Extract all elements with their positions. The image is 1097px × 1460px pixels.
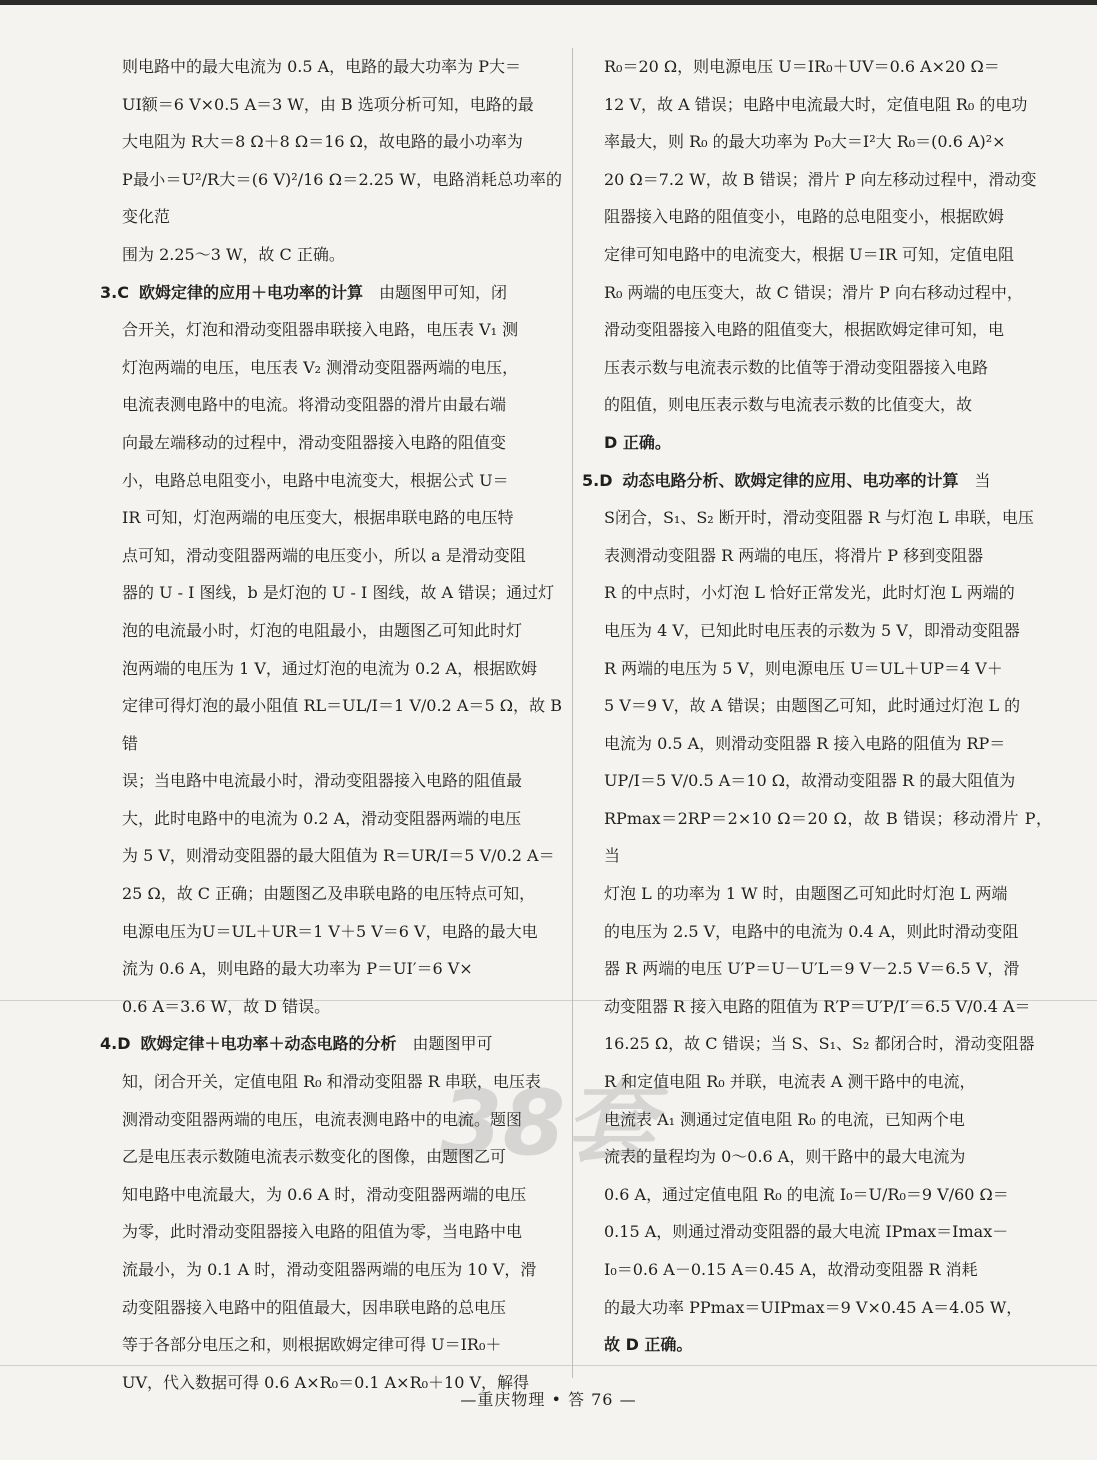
text-line: 动变阻器接入电路中的阻值最大，因串联电路的总电压	[122, 1297, 507, 1317]
answer-topic: 欧姆定律的应用＋电功率的计算	[138, 282, 363, 302]
answer-number: 3.C	[100, 282, 129, 302]
q4-continuation	[582, 48, 1052, 462]
page-footer: —重庆物理 • 答 76 —	[460, 1390, 637, 1409]
top-edge	[0, 0, 1097, 5]
text-line: R 两端的电压为 5 V，则电源电压 U＝UL＋UP＝4 V＋	[604, 658, 1003, 678]
answer-topic: 欧姆定律＋电功率＋动态电路的分析	[140, 1034, 397, 1054]
text-line: 泡两端的电压为 1 V，通过灯泡的电流为 0.2 A，根据欧姆	[122, 658, 538, 678]
text-line: 当	[974, 470, 991, 490]
text-line: 大电阻为 R大＝8 Ω＋8 Ω＝16 Ω，故电路的最小功率为	[122, 132, 523, 152]
text-line: 5 V＝9 V，故 A 错误；由题图乙可知，此时通过灯泡 L 的	[604, 696, 1021, 716]
text-line: 小，电路总电阻变小，电路中电流变大，根据公式 U＝	[122, 470, 509, 490]
text-line: I₀＝0.6 A－0.15 A＝0.45 A，故滑动变阻器 R 消耗	[604, 1260, 978, 1279]
text-line: R 的中点时，小灯泡 L 恰好正常发光，此时灯泡 L 两端的	[604, 583, 1015, 603]
text-line: 大，此时电路中的电流为 0.2 A，滑动变阻器两端的电压	[122, 808, 522, 828]
text-line: 流表的量程均为 0～0.6 A，则干路中的最大电流为	[604, 1147, 966, 1167]
text-line: 流为 0.6 A，则电路的最大功率为 P＝UI′＝6 V×	[122, 959, 473, 979]
text-line: 滑动变阻器接入电路的阻值变大，根据欧姆定律可知，电	[604, 320, 1005, 340]
text-line: 阻器接入电路的阻值变小，电路的总电阻变小，根据欧姆	[604, 207, 1005, 227]
text-line: 12 V，故 A 错误；电路中电流最大时，定值电阻 R₀ 的电功	[604, 94, 1028, 114]
text-line: 知电路中电流最大，为 0.6 A 时，滑动变阻器两端的电压	[122, 1184, 527, 1204]
answer-5	[582, 462, 1052, 1364]
text-line: P最小＝U²/R大＝(6 V)²/16 Ω＝2.25 W，电路消耗总功率的变化范	[122, 169, 562, 227]
answer-number: 5.D	[582, 470, 613, 490]
q2-continuation	[100, 48, 562, 274]
text-line: 器的 U - I 图线，b 是灯泡的 U - I 图线，故 A 错误；通过灯	[122, 583, 555, 603]
text-line: 的最大功率 PPmax＝UIPmax＝9 V×0.45 A＝4.05 W，	[604, 1297, 1023, 1317]
text-line: 误；当电路中电流最小时，滑动变阻器接入电路的阻值最	[122, 771, 523, 791]
text-line: 压表示数与电流表示数的比值等于滑动变阻器接入电路	[604, 357, 989, 377]
text-line: 故 D 正确。	[604, 1335, 693, 1355]
text-line: 率最大，则 R₀ 的最大功率为 P₀大＝I²大 R₀＝(0.6 A)²×	[604, 132, 1006, 152]
text-line: 0.6 A，通过定值电阻 R₀ 的电流 I₀＝U/R₀＝9 V/60 Ω＝	[604, 1184, 1009, 1204]
text-line: 电流表测电路中的电流。将滑动变阻器的滑片由最右端	[122, 395, 507, 415]
text-line: 知，闭合开关，定值电阻 R₀ 和滑动变阻器 R 串联，电压表	[122, 1072, 541, 1092]
text-line: UP/I＝5 V/0.5 A＝10 Ω，故滑动变阻器 R 的最大阻值为	[604, 771, 1016, 791]
text-line: R 和定值电阻 R₀ 并联，电流表 A 测干路中的电流，	[604, 1072, 976, 1092]
answer-number: 4.D	[100, 1034, 131, 1054]
text-line: 25 Ω，故 C 正确；由题图乙及串联电路的电压特点可知，	[122, 884, 536, 904]
answer-3	[100, 274, 562, 1026]
text-line: 点可知，滑动变阻器两端的电压变小，所以 a 是滑动变阻	[122, 545, 526, 565]
text-line: UI额＝6 V×0.5 A＝3 W，由 B 选项分析可知，电路的最	[122, 94, 534, 114]
text-line: 电压为 4 V，已知此时电压表的示数为 5 V，即滑动变阻器	[604, 620, 1020, 640]
text-line: S闭合，S₁、S₂ 断开时，滑动变阻器 R 与灯泡 L 串联，电压	[604, 508, 1034, 528]
text-line: 泡的电流最小时，灯泡的电阻最小，由题图乙可知此时灯	[122, 620, 523, 640]
text-line: R₀ 两端的电压变大，故 C 错误；滑片 P 向右移动过程中，	[604, 282, 1023, 302]
text-line: 的电压为 2.5 V，电路中的电流为 0.4 A，则此时滑动变阻	[604, 921, 1019, 941]
text-line: 测滑动变阻器两端的电压，电流表测电路中的电流。题图	[122, 1109, 523, 1129]
text-line: 围为 2.25～3 W，故 C 正确。	[122, 244, 345, 264]
text-line: 定律可得灯泡的最小阻值 RL＝UL/I＝1 V/0.2 A＝5 Ω，故 B 错	[122, 696, 562, 753]
text-line: UV，代入数据可得 0.6 A×R₀＝0.1 A×R₀＋10 V，解得	[122, 1372, 530, 1392]
text-line: 等于各部分电压之和，则根据欧姆定律可得 U＝IR₀＋	[122, 1335, 502, 1355]
text-line: 的阻值，则电压表示数与电流表示数的比值变大，故	[604, 395, 973, 415]
text-line: 器 R 两端的电压 U′P＝U－U′L＝9 V－2.5 V＝6.5 V，滑	[604, 959, 1020, 979]
column-divider	[572, 48, 573, 1378]
text-line: D 正确。	[604, 432, 671, 452]
answer-topic: 动态电路分析、欧姆定律的应用、电功率的计算	[622, 470, 959, 490]
text-line: 表测滑动变阻器 R 两端的电压，将滑片 P 移到变阻器	[604, 545, 984, 565]
text-line: IR 可知，灯泡两端的电压变大，根据串联电路的电压特	[122, 508, 514, 528]
text-line: 由题图甲可	[412, 1034, 493, 1054]
text-line: 电流表 A₁ 测通过定值电阻 R₀ 的电流，已知两个电	[604, 1109, 965, 1129]
middle-column	[100, 48, 562, 1401]
text-line: 动变阻器 R 接入电路的阻值为 R′P＝U′P/I′＝6.5 V/0.4 A＝	[604, 996, 1031, 1016]
text-line: 由题图甲可知，闭	[378, 282, 507, 302]
text-line: 则电路中的最大电流为 0.5 A，电路的最大功率为 P大＝	[122, 57, 522, 76]
text-line: 定律可知电路中的电流变大，根据 U＝IR 可知，定值电阻	[604, 244, 1015, 264]
text-line: 乙是电压表示数随电流表示数变化的图像，由题图乙可	[122, 1147, 507, 1167]
text-line: 为 5 V，则滑动变阻器的最大阻值为 R＝UR/I＝5 V/0.2 A＝	[122, 846, 555, 866]
watermark-logo: 38套	[440, 1071, 656, 1176]
text-line: 电源电压为U＝UL＋UR＝1 V＋5 V＝6 V，电路的最大电	[122, 921, 538, 941]
text-line: 流最小，为 0.1 A 时，滑动变阻器两端的电压为 10 V，滑	[122, 1260, 537, 1279]
text-line: RPmax＝2RP＝2×10 Ω＝20 Ω，故 B 错误；移动滑片 P，当	[604, 808, 1052, 866]
text-line: 向最左端移动的过程中，滑动变阻器接入电路的阻值变	[122, 432, 507, 452]
text-line: 灯泡 L 的功率为 1 W 时，由题图乙可知此时灯泡 L 两端	[604, 884, 1008, 904]
text-line: 16.25 Ω，故 C 错误；当 S、S₁、S₂ 都闭合时，滑动变阻器	[604, 1034, 1035, 1054]
text-line: 为零，此时滑动变阻器接入电路的阻值为零，当电路中电	[122, 1222, 523, 1242]
text-line: 合开关，灯泡和滑动变阻器串联接入电路，电压表 V₁ 测	[122, 320, 519, 340]
text-line: 灯泡两端的电压，电压表 V₂ 测滑动变阻器两端的电压，	[122, 357, 519, 377]
text-line: 0.15 A，则通过滑动变阻器的最大电流 IPmax＝Imax－	[604, 1222, 1009, 1242]
text-line: 20 Ω＝7.2 W，故 B 错误；滑片 P 向左移动过程中，滑动变	[604, 169, 1037, 189]
text-line: 0.6 A＝3.6 W，故 D 错误。	[122, 996, 331, 1016]
text-line: R₀＝20 Ω，则电源电压 U＝IR₀＋UV＝0.6 A×20 Ω＝	[604, 57, 1000, 76]
text-line: 电流为 0.5 A，则滑动变阻器 R 接入电路的阻值为 RP＝	[604, 733, 1006, 753]
